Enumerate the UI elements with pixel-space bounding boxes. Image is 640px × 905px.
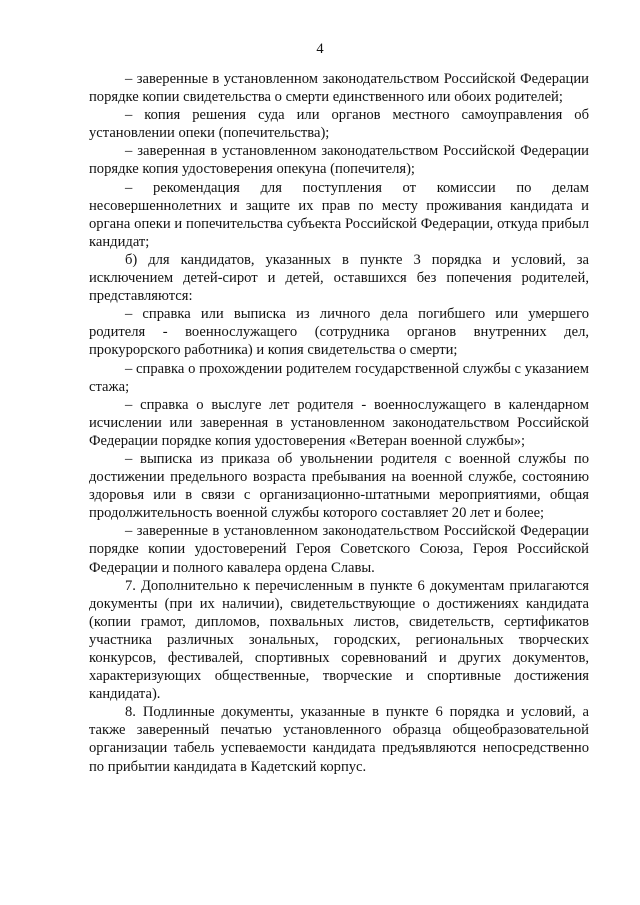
paragraph-item-b-intro: б) для кандидатов, указанных в пункте 3 порядка и условий, за исключением детей-сирот и детей, оставшихся без попечения родителей, представляются: bbox=[89, 251, 589, 305]
paragraph-item-7-additional-documents: 7. Дополнительно к перечисленным в пункте 6 документам прилагаются документы (при их наличии), свидетельствующие о достижениях кандидата (копии грамот, дипломов, похвальных листов, свидетельств, сертификатов участника различных зональных, городских, региональных творческих конкурсов, фестивалей, спортивных соревнований и других документов, характеризующих общественные, творческие и спортивные достижения кандидата). bbox=[89, 577, 589, 703]
paragraph-hero-certificates-copy: – заверенные в установленном законодательством Российской Федерации порядке копии удостоверений Героя Советского Союза, Героя Российской Федерации и полного кавалера ордена Славы. bbox=[89, 523, 589, 576]
paragraph-length-of-service-certificate: – справка о выслуге лет родителя - военнослужащего в календарном исчислении или заверенная в установленном законодательством Российской Федерации порядке копия удостоверения «Ветеран военной службы»; bbox=[89, 396, 589, 449]
paragraph-personal-file-extract: – справка или выписка из личного дела погибшего или умершего родителя - военнослужащего (сотрудника органов внутренних дел, прокурорского работника) и копия свидетельства о смерти; bbox=[89, 306, 589, 359]
paragraph-guardian-certificate-copy: – заверенная в установленном законодательством Российской Федерации порядке копия удостоверения опекуна (попечителя); bbox=[89, 143, 589, 178]
paragraph-civil-service-certificate: – справка о прохождении родителем государственной службы с указанием стажа; bbox=[89, 360, 589, 395]
paragraph-discharge-order-extract: – выписка из приказа об увольнении родителя с военной службы по достижении предельного возраста пребывания на военной службе, состоянию здоровья или в связи с организационно-штатными мероприятиями, общая продолжительность военной службы которого составляет 20 лет и более; bbox=[89, 450, 589, 522]
paragraph-death-certificate-copy: – заверенные в установленном законодательством Российской Федерации порядке копии свидетельства о смерти единственного или обоих родителей; bbox=[89, 71, 589, 106]
paragraph-item-8-original-documents: 8. Подлинные документы, указанные в пункте 6 порядка и условий, а также заверенный печатью установленного образца общеобразовательной организации табель успеваемости кандидата предъявляются непосредственно по прибытии кандидата в Кадетский корпус. bbox=[89, 704, 589, 775]
page-number: 4 bbox=[316, 41, 324, 57]
document-body bbox=[89, 70, 589, 776]
paragraph-court-decision-copy: – копия решения суда или органов местного самоуправления об установлении опеки (попечительства); bbox=[89, 107, 589, 142]
paragraph-commission-recommendation: – рекомендация для поступления от комиссии по делам несовершеннолетних и защите их прав по месту проживания кандидата и органа опеки и попечительства субъекта Российской Федерации, откуда прибыл кандидат; bbox=[89, 179, 589, 250]
